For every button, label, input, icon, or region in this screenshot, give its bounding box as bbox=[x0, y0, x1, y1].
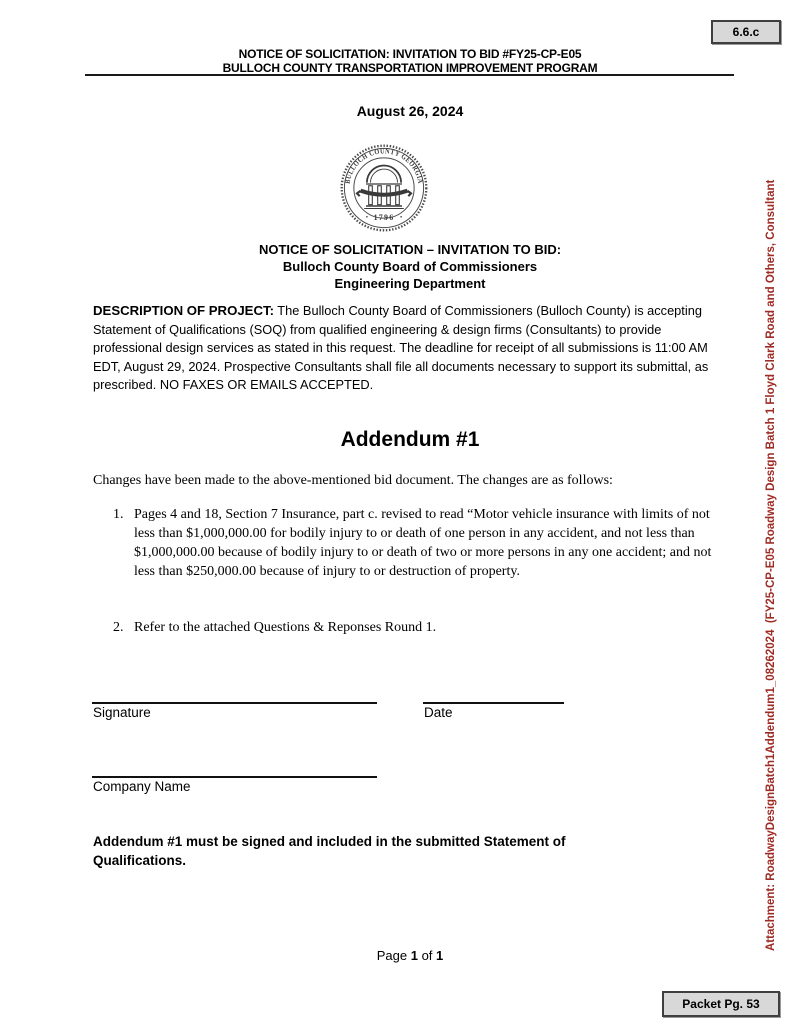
list-item-text: Pages 4 and 18, Section 7 Insurance, part c. revised to read “Motor vehicle insurance with limits of not less than $1,000,000.00 for bodily injury to or death of one person in any accident, and not less than $1,000,000.00 because of bodily injury to or death of two or more persons in any one accident; and not less than $250,000.00 because of injury to or destruction of property. bbox=[134, 507, 712, 579]
company-name-label: Company Name bbox=[93, 779, 191, 794]
solicitation-title-line-1: NOTICE OF SOLICITATION – INVITATION TO BID: bbox=[258, 242, 562, 257]
footer-of-word: of bbox=[417, 948, 437, 963]
agenda-item-tag: 6.6.c bbox=[711, 20, 781, 44]
project-description-label: DESCRIPTION OF PROJECT: bbox=[93, 303, 274, 318]
footer-page-current: 1 bbox=[410, 948, 418, 963]
closing-statement: Addendum #1 must be signed and included in the submitted Statement of Qualifications. bbox=[93, 834, 566, 868]
seal-arc-text: BULLOCH COUNTY GEORGIA bbox=[342, 146, 426, 186]
footer-page-total: 1 bbox=[436, 948, 444, 963]
addendum-heading: Addendum #1 bbox=[340, 428, 480, 451]
footer-page-word: Page bbox=[376, 948, 411, 963]
date-label: Date bbox=[424, 705, 453, 720]
addendum-change-item-2 bbox=[113, 618, 719, 637]
seal-monument-graphic bbox=[357, 166, 411, 209]
header-line-1: NOTICE OF SOLICITATION: INVITATION TO BID #FY25-CP-E05 bbox=[238, 47, 582, 61]
seal-ribbon bbox=[361, 191, 408, 195]
document-header bbox=[85, 47, 735, 75]
seal-dot-right bbox=[400, 216, 402, 218]
solicitation-title-line-3: Engineering Department bbox=[334, 276, 486, 291]
project-description-paragraph bbox=[93, 302, 729, 395]
seal-year-text: 1796 bbox=[373, 212, 395, 222]
bulloch-county-seal-logo bbox=[339, 143, 429, 233]
addendum-change-item-1 bbox=[113, 505, 719, 581]
company-name-fill-line bbox=[92, 776, 377, 778]
project-description-body: The Bulloch County Board of Commissioners (Bulloch County) is accepting Statement of Qualifications (SOQ) from qualified engineering & design firms (Consultants) to provide professional design services as stated in this request. The deadline for receipt of all submissions is 11:00 AM EDT, August 29, 2024. Prospective Consultants shall file all documents necessary to support its submittal, as prescribed. NO FAXES OR EMAILS ACCEPTED. bbox=[93, 303, 709, 393]
seal-dot-left bbox=[366, 216, 368, 218]
signature-fill-line bbox=[92, 702, 377, 704]
addendum-intro: Changes have been made to the above-mentioned bid document. The changes are as follows: bbox=[93, 473, 613, 488]
packet-page-tag: Packet Pg. 53 bbox=[662, 991, 780, 1017]
attachment-sidebar-text: Attachment: RoadwayDesignBatch1Addendum1_08262024 (FY25-CP-E05 Roadway Design Batch 1 Floyd Clark Road and Others, Consultant bbox=[765, 179, 777, 951]
header-line-2: BULLOCH COUNTY TRANSPORTATION IMPROVEMENT PROGRAM bbox=[222, 61, 598, 75]
page-number-footer bbox=[85, 948, 735, 963]
solicitation-title-block bbox=[85, 241, 735, 292]
document-date: August 26, 2024 bbox=[356, 103, 464, 119]
list-item-text: Refer to the attached Questions & Reponses Round 1. bbox=[134, 620, 437, 635]
header-rule bbox=[85, 74, 734, 76]
signature-label: Signature bbox=[93, 705, 151, 720]
seal-inner-ring bbox=[354, 158, 414, 218]
list-item-number: 1. bbox=[113, 507, 124, 522]
solicitation-title-line-2: Bulloch County Board of Commissioners bbox=[282, 259, 538, 274]
date-fill-line bbox=[423, 702, 564, 704]
list-item-number: 2. bbox=[113, 620, 124, 635]
